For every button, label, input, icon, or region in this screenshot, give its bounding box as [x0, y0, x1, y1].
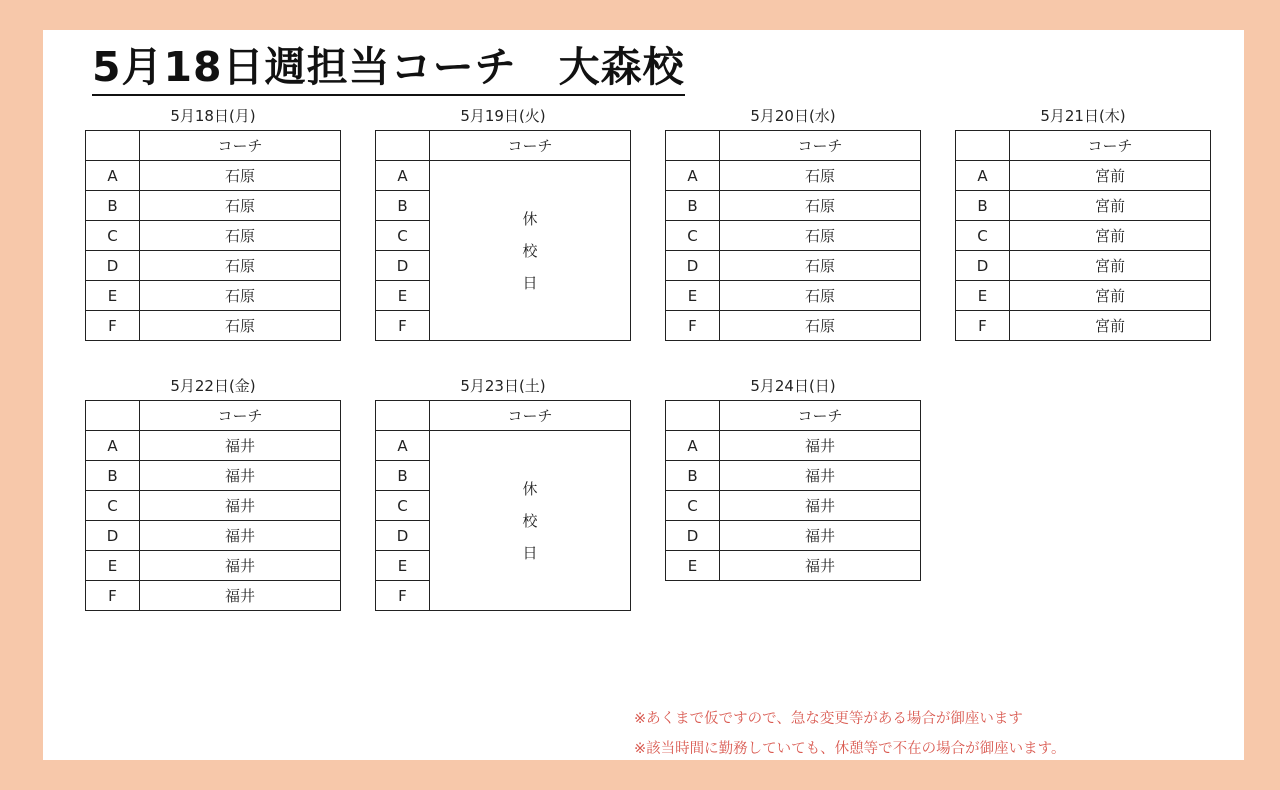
table-row	[86, 251, 341, 281]
table-row	[86, 581, 341, 611]
header-empty-cell	[376, 131, 430, 161]
day-label: 5月23日(土)	[460, 377, 546, 395]
slot-cell: E	[666, 551, 720, 581]
header-empty-cell	[86, 401, 140, 431]
day-schedule	[375, 374, 631, 611]
slot-cell: C	[86, 491, 140, 521]
table-row	[666, 251, 921, 281]
coach-cell: 石原	[720, 161, 921, 191]
slot-cell: B	[666, 461, 720, 491]
slot-cell: C	[666, 491, 720, 521]
table-row	[86, 551, 341, 581]
closed-day-cell	[430, 431, 631, 611]
table-row	[86, 221, 341, 251]
closed-day-char: 日	[522, 273, 538, 292]
slot-cell: E	[86, 281, 140, 311]
table-row	[956, 251, 1211, 281]
coach-cell: 福井	[720, 461, 921, 491]
table-row	[376, 431, 631, 461]
table-header-row	[86, 131, 341, 161]
table-row	[86, 521, 341, 551]
table-row	[86, 311, 341, 341]
coach-cell: 福井	[140, 551, 341, 581]
page-title: 5月18日週担当コーチ 大森校	[92, 40, 685, 96]
slot-cell: A	[376, 431, 430, 461]
day-table	[375, 130, 631, 341]
note-line: ※あくまで仮ですので、急な変更等がある場合が御座います	[634, 711, 1023, 727]
table-row	[666, 191, 921, 221]
day-table	[955, 130, 1211, 341]
table-row	[86, 461, 341, 491]
header-coach-cell: コーチ	[720, 401, 921, 431]
table-row	[956, 161, 1211, 191]
header-coach-cell: コーチ	[430, 131, 631, 161]
coach-cell: 宮前	[1010, 221, 1211, 251]
slot-cell: D	[666, 251, 720, 281]
table-row	[666, 431, 921, 461]
slot-cell: E	[376, 281, 430, 311]
table-row	[666, 311, 921, 341]
table-row	[666, 161, 921, 191]
coach-cell: 石原	[720, 221, 921, 251]
slot-cell: B	[86, 191, 140, 221]
slot-cell: D	[86, 521, 140, 551]
day-label: 5月21日(木)	[1040, 107, 1126, 125]
slot-cell: F	[956, 311, 1010, 341]
header-empty-cell	[86, 131, 140, 161]
day-schedule	[665, 374, 921, 581]
table-row	[666, 281, 921, 311]
table-row	[956, 311, 1211, 341]
slot-cell: D	[666, 521, 720, 551]
header-coach-cell: コーチ	[140, 401, 341, 431]
slot-cell: F	[666, 311, 720, 341]
day-label: 5月18日(月)	[170, 107, 256, 125]
slot-cell: C	[956, 221, 1010, 251]
slot-cell: A	[666, 431, 720, 461]
slot-cell: F	[376, 311, 430, 341]
slot-cell: C	[376, 491, 430, 521]
table-row	[666, 461, 921, 491]
table-row	[666, 521, 921, 551]
coach-cell: 石原	[140, 281, 341, 311]
coach-cell: 福井	[140, 521, 341, 551]
slot-cell: C	[666, 221, 720, 251]
slot-cell: C	[376, 221, 430, 251]
table-row	[666, 491, 921, 521]
slot-cell: B	[376, 461, 430, 491]
header-coach-cell: コーチ	[1010, 131, 1211, 161]
slot-cell: F	[86, 581, 140, 611]
header-coach-cell: コーチ	[140, 131, 341, 161]
table-header-row	[86, 401, 341, 431]
table-row	[666, 221, 921, 251]
header-coach-cell: コーチ	[720, 131, 921, 161]
day-schedule	[955, 104, 1211, 341]
slot-cell: E	[86, 551, 140, 581]
coach-cell: 福井	[140, 461, 341, 491]
slot-cell: D	[86, 251, 140, 281]
closed-day-char: 校	[522, 511, 538, 530]
closed-day-char: 休	[522, 209, 538, 228]
day-table	[665, 130, 921, 341]
slot-cell: B	[86, 461, 140, 491]
coach-cell: 福井	[140, 491, 341, 521]
table-header-row	[666, 131, 921, 161]
day-label: 5月22日(金)	[170, 377, 256, 395]
header-empty-cell	[666, 131, 720, 161]
day-schedule	[85, 374, 341, 611]
coach-cell: 石原	[140, 311, 341, 341]
slot-cell: A	[376, 161, 430, 191]
slot-cell: A	[956, 161, 1010, 191]
table-row	[956, 191, 1211, 221]
coach-cell: 石原	[720, 191, 921, 221]
coach-cell: 福井	[720, 431, 921, 461]
slot-cell: F	[86, 311, 140, 341]
header-empty-cell	[666, 401, 720, 431]
table-header-row	[376, 401, 631, 431]
day-schedule	[375, 104, 631, 341]
coach-cell: 宮前	[1010, 161, 1211, 191]
coach-cell: 福井	[720, 491, 921, 521]
slot-cell: C	[86, 221, 140, 251]
table-row	[376, 161, 631, 191]
coach-cell: 宮前	[1010, 191, 1211, 221]
day-label: 5月20日(水)	[750, 107, 836, 125]
coach-cell: 宮前	[1010, 311, 1211, 341]
coach-cell: 石原	[140, 161, 341, 191]
day-schedule	[665, 104, 921, 341]
slot-cell: E	[376, 551, 430, 581]
table-row	[86, 191, 341, 221]
day-table	[85, 130, 341, 341]
coach-cell: 福井	[720, 551, 921, 581]
slot-cell: E	[666, 281, 720, 311]
coach-cell: 石原	[720, 311, 921, 341]
header-empty-cell	[956, 131, 1010, 161]
coach-cell: 石原	[140, 191, 341, 221]
slot-cell: B	[376, 191, 430, 221]
notes	[634, 704, 1066, 764]
table-row	[956, 221, 1211, 251]
day-label: 5月19日(火)	[460, 107, 546, 125]
table-row	[86, 491, 341, 521]
day-table	[665, 400, 921, 581]
header-empty-cell	[376, 401, 430, 431]
closed-day-cell	[430, 161, 631, 341]
closed-day-char: 休	[522, 479, 538, 498]
slot-cell: B	[666, 191, 720, 221]
coach-cell: 石原	[140, 221, 341, 251]
table-row	[956, 281, 1211, 311]
day-label: 5月24日(日)	[750, 377, 836, 395]
table-header-row	[956, 131, 1211, 161]
coach-cell: 宮前	[1010, 281, 1211, 311]
table-row	[86, 281, 341, 311]
table-header-row	[376, 131, 631, 161]
coach-cell: 宮前	[1010, 251, 1211, 281]
slot-cell: A	[86, 161, 140, 191]
table-row	[86, 431, 341, 461]
slot-cell: D	[956, 251, 1010, 281]
slot-cell: A	[86, 431, 140, 461]
slot-cell: A	[666, 161, 720, 191]
day-table	[375, 400, 631, 611]
closed-day-char: 校	[522, 241, 538, 260]
coach-cell: 石原	[720, 281, 921, 311]
closed-day-text	[522, 203, 537, 299]
table-row	[86, 161, 341, 191]
header-coach-cell: コーチ	[430, 401, 631, 431]
day-schedule	[85, 104, 341, 341]
coach-cell: 石原	[720, 251, 921, 281]
day-table	[85, 400, 341, 611]
slot-cell: F	[376, 581, 430, 611]
closed-day-text	[522, 473, 537, 569]
closed-day-char: 日	[522, 543, 538, 562]
coach-cell: 福井	[720, 521, 921, 551]
coach-cell: 福井	[140, 581, 341, 611]
slot-cell: E	[956, 281, 1010, 311]
table-row	[666, 551, 921, 581]
slot-cell: D	[376, 251, 430, 281]
note-line: ※該当時間に勤務していても、休憩等で不在の場合が御座います。	[634, 741, 1066, 757]
slot-cell: B	[956, 191, 1010, 221]
coach-cell: 福井	[140, 431, 341, 461]
slot-cell: D	[376, 521, 430, 551]
table-header-row	[666, 401, 921, 431]
coach-cell: 石原	[140, 251, 341, 281]
